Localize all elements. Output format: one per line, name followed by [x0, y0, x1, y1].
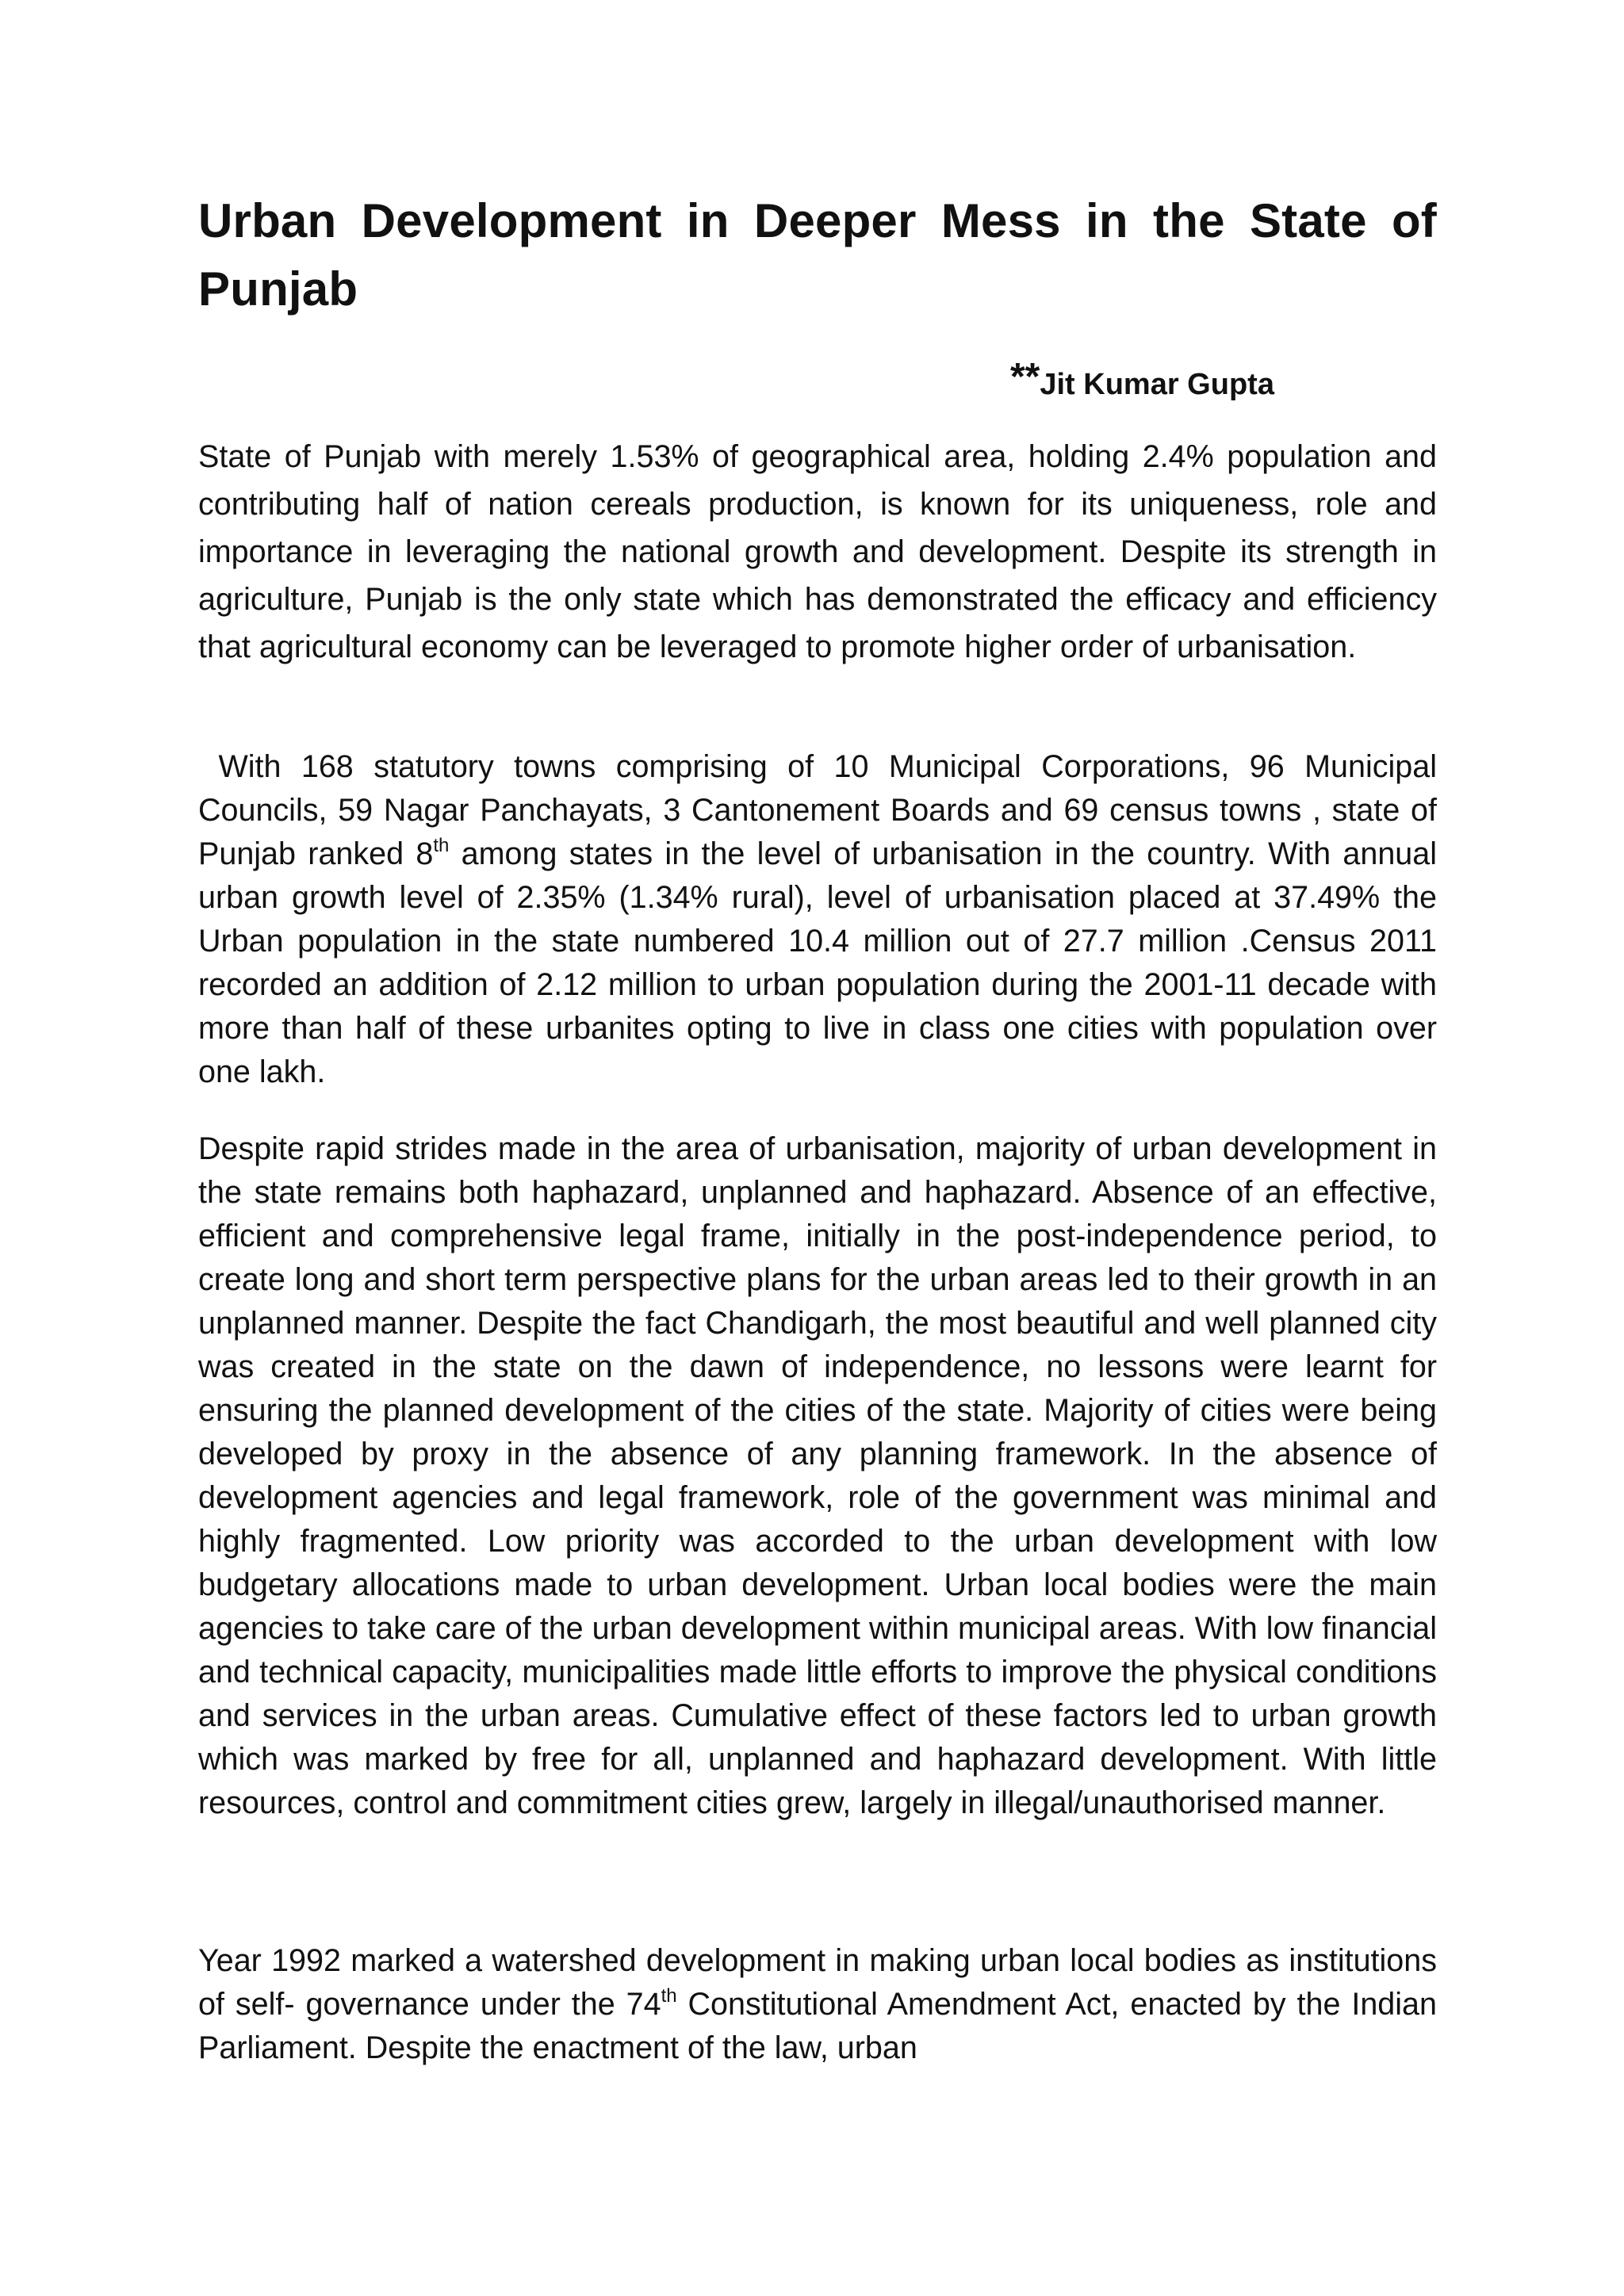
paragraph-4: [198, 1939, 1437, 2070]
paragraph-3: Despite rapid strides made in the area of urbanisation, majority of urban development in the state remains both haphazard, unplanned and haphazard. Absence of an effective, efficient and comprehensive legal frame, initially in the post-independence period, to create long and short term perspective plans for the urban areas led to their growth in an unplanned manner. Despite the fact Chandigarh, the most beautiful and well planned city was created in the state on the dawn of independence, no lessons were learnt for ensuring the planned development of the cities of the state. Majority of cities were being developed by proxy in the absence of any planning framework. In the absence of development agencies and legal framework, role of the government was minimal and highly fragmented. Low priority was accorded to the urban development with low budgetary allocations made to urban development. Urban local bodies were the main agencies to take care of the urban development within municipal areas. With low financial and technical capacity, municipalities made little efforts to improve the physical conditions and services in the urban areas. Cumulative effect of these factors led to urban growth which was marked by free for all, unplanned and haphazard development. With little resources, control and commitment cities grew, largely in illegal/unauthorised manner.: [198, 1131, 1437, 1820]
paragraph-2-text-a: With 168 statutory towns comprising of 10 Municipal Corporations, 96 Municipal Councils, 59 Nagar Panchayats, 3 Cantonement Boards and 69 census towns , state of Punjab ranked 8: [198, 749, 1437, 871]
author-name: Jit Kumar Gupta: [1040, 368, 1274, 401]
ordinal-suffix: th: [433, 835, 450, 856]
document-title: Urban Development in Deeper Mess in the State of Punjab: [198, 194, 1437, 316]
author-byline: [1010, 355, 1274, 407]
paragraph-1: State of Punjab with merely 1.53% of geographical area, holding 2.4% population and contributing half of nation cereals production, is known for its uniqueness, role and importance in leveraging the national growth and development. Despite its strength in agriculture, Punjab is the only state which has demonstrated the efficacy and efficiency that agricultural economy can be leveraged to promote higher order of urbanisation.: [198, 439, 1437, 664]
paragraph-2-text-b: among states in the level of urbanisation in the country. With annual urban growth level of 2.35% (1.34% rural), level of urbanisation placed at 37.49% the Urban population in the state numbered 10.4 million out of 27.7 million .Census 2011 recorded an addition of 2.12 million to urban population during the 2001-11 decade with more than half of these urbanites opting to live in class one cities with population over one lakh.: [198, 836, 1437, 1089]
paragraph-2: [198, 745, 1437, 1094]
document-page: [198, 0, 1437, 2296]
paragraph-4-text-b: Constitutional Amendment Act, enacted by the Indian Parliament. Despite the enactment of the law, urban: [198, 1987, 1437, 2065]
author-footnote-marker: **: [1010, 356, 1040, 398]
ordinal-suffix: th: [661, 1985, 677, 2007]
paragraph-4-text-a: Year 1992 marked a watershed development in making urban local bodies as institutions of self- governance under the 74: [198, 1943, 1437, 2022]
